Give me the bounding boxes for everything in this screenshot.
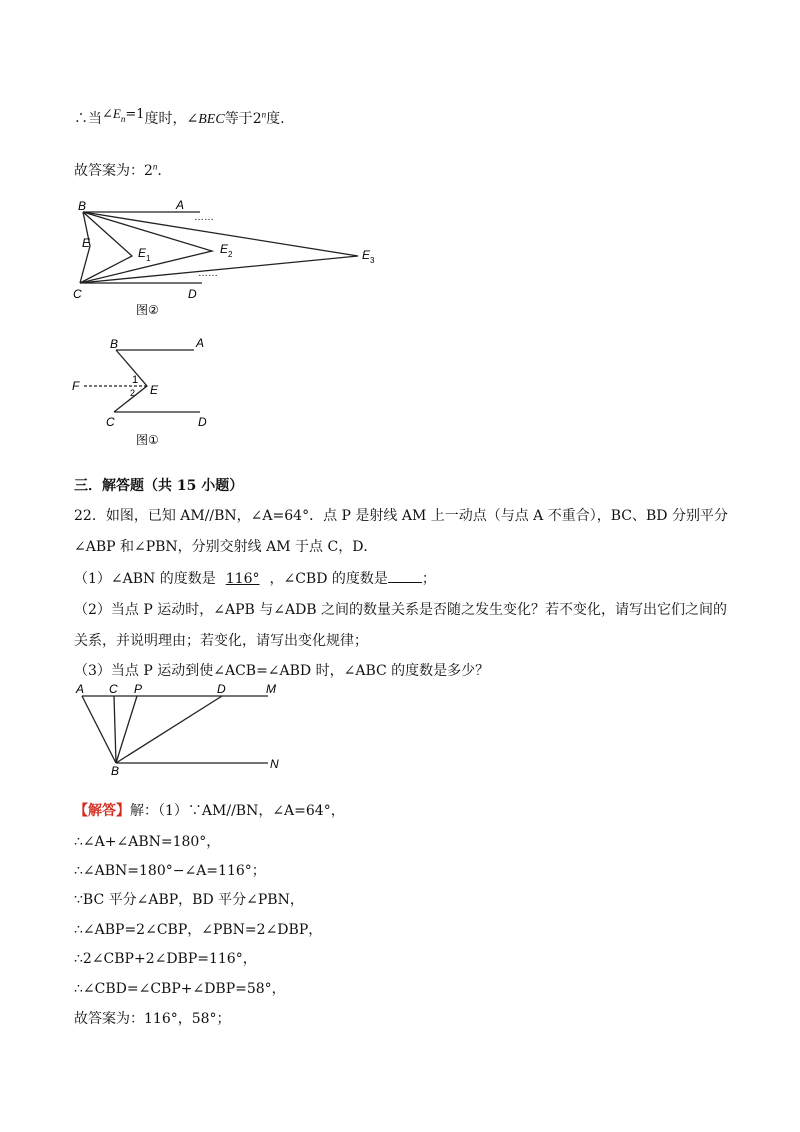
- section-heading: 三．解答题（共 15 小题）: [74, 478, 244, 494]
- text-fragment: 度时，: [144, 111, 187, 127]
- label-angle-1: 1: [132, 374, 139, 386]
- text-fragment: ；: [421, 571, 436, 587]
- text-fragment: （1）∠ABN 的度数是: [74, 571, 216, 587]
- label-n: N: [270, 757, 279, 771]
- label-p: P: [134, 682, 143, 696]
- label-a: A: [76, 682, 85, 696]
- dots-upper: ……: [194, 212, 214, 223]
- label-d: D: [188, 287, 197, 301]
- label-e2-sub: 2: [228, 250, 233, 259]
- solution-line-1: [74, 800, 345, 820]
- segment-bec: [114, 350, 147, 412]
- text-fragment: .: [157, 163, 162, 179]
- segment-bc: [114, 696, 116, 763]
- figure-2-diagram: [70, 196, 390, 320]
- label-e3: E: [362, 248, 371, 262]
- q22-line-4: （2）当点 P 运动时，∠APB 与∠ADB 之间的数量关系是否随之发生变化？若不变化，请写出它们之间的: [74, 602, 728, 618]
- math-subscript: n: [120, 113, 126, 124]
- solution-line-4: ∵BC 平分∠ABP，BD 平分∠PBN，: [74, 892, 304, 908]
- math-angle-bec: ∠BEC: [186, 112, 225, 127]
- solution-line-5: ∴∠ABP=2∠CBP，∠PBN=2∠DBP，: [74, 922, 323, 938]
- label-f: F: [72, 379, 80, 393]
- figure-3-diagram: [72, 682, 292, 778]
- label-e: E: [82, 236, 91, 250]
- label-e: E: [150, 383, 159, 397]
- math-superscript: n: [152, 161, 158, 172]
- solution-line-7: ∴∠CBD=∠CBP+∠DBP=58°，: [74, 981, 286, 997]
- text-line-answer: [74, 160, 162, 180]
- label-a: A: [176, 198, 185, 212]
- solution-line-6: ∴2∠CBP+2∠DBP=116°，: [74, 951, 257, 967]
- label-a: A: [196, 336, 205, 350]
- figure-2-caption: 图②: [136, 303, 159, 317]
- text-fragment: 等于: [224, 111, 253, 127]
- text-fragment: 解：（1）∵AM//BN，∠A=64°，: [130, 803, 345, 819]
- figure-1-caption: 图①: [136, 433, 159, 447]
- text-fragment: ，∠CBD 的度数是: [269, 571, 388, 587]
- math-equals-one: =1: [125, 107, 145, 122]
- label-e1: E: [138, 246, 147, 260]
- q22-line-1: 22．如图，已知 AM//BN，∠A=64°．点 P 是射线 AM 上一动点（与点 A 不重合），BC、BD 分别平分: [74, 508, 728, 524]
- label-m: M: [266, 682, 276, 696]
- math-superscript: n: [261, 109, 267, 120]
- dots-lower: ……: [198, 268, 218, 279]
- solution-tag: 【解答】: [74, 803, 130, 819]
- math-two: 2: [144, 163, 153, 179]
- solution-line-8: 故答案为：116°，58°；: [74, 1011, 231, 1027]
- q22-line-6: （3）当点 P 运动到使∠ACB=∠ABD 时，∠ABC 的度数是多少？: [74, 663, 490, 679]
- segment-bd: [116, 696, 222, 763]
- q22-line-5: 关系，并说明理由；若变化，请写出变化规律；: [74, 633, 368, 649]
- label-angle-2: 2: [130, 388, 136, 398]
- segment-ab: [82, 696, 116, 763]
- label-e2: E: [220, 242, 229, 256]
- label-d: D: [198, 415, 207, 429]
- label-e1-sub: 1: [146, 254, 151, 263]
- label-c: C: [106, 415, 115, 429]
- label-c: C: [109, 682, 118, 696]
- label-d: D: [217, 682, 226, 696]
- solution-line-2: ∴∠A+∠ABN=180°，: [74, 834, 221, 850]
- label-e3-sub: 3: [370, 256, 375, 265]
- q22-line-3: [74, 568, 436, 588]
- text-line-conclusion: [74, 108, 285, 129]
- text-fragment: ∴当: [74, 111, 102, 127]
- segment-bp: [116, 696, 137, 763]
- math-two: 2: [252, 111, 262, 127]
- text-fragment: 度.: [266, 111, 285, 127]
- answer-blank-filled: 116°: [225, 571, 260, 587]
- label-b: B: [111, 764, 120, 778]
- figure-1-diagram: [70, 334, 220, 450]
- text-fragment: 故答案为：: [74, 163, 144, 179]
- math-angle-en: ∠E: [102, 106, 121, 121]
- solution-line-3: ∴∠ABN=180°−∠A=116°；: [74, 863, 266, 879]
- label-b: B: [110, 337, 119, 351]
- label-c: C: [73, 287, 82, 301]
- q22-line-2: ∠ABP 和∠PBN，分别交射线 AM 于点 C，D．: [74, 539, 378, 555]
- label-b: B: [78, 199, 87, 213]
- answer-blank: [388, 570, 422, 583]
